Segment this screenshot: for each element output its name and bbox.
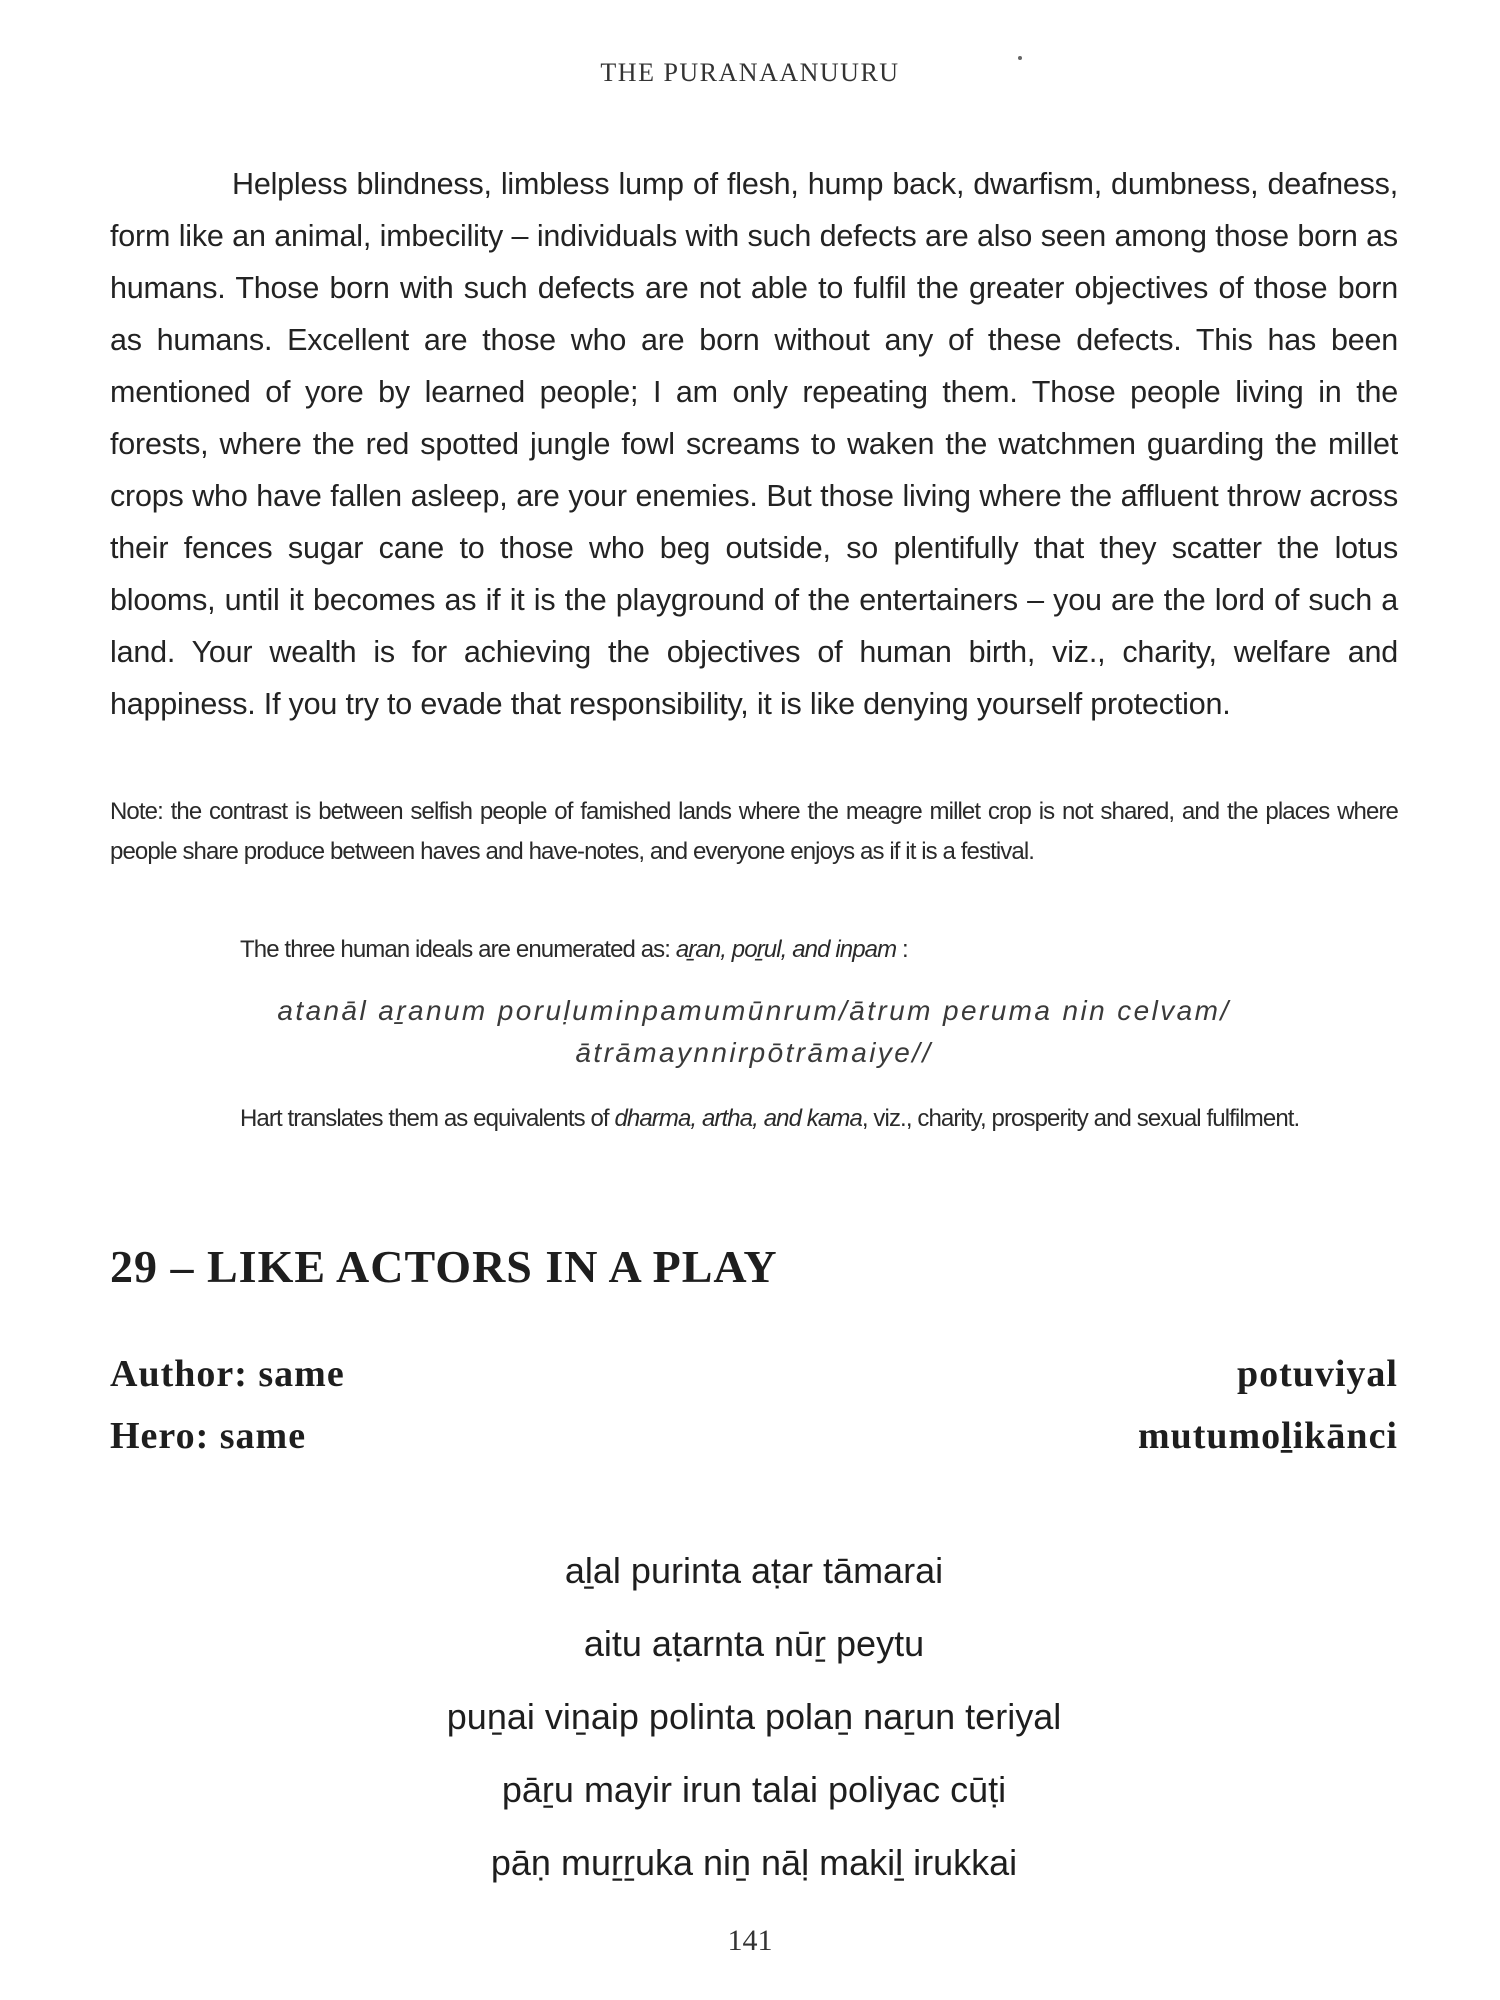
running-head: THE PURANAANUURU <box>600 58 900 87</box>
hero-label: Hero: same <box>110 1415 307 1457</box>
print-speck <box>1018 56 1022 60</box>
note-paragraph: Note: the contrast is between selfish people of famished lands where the meagre millet crop is not shared, and the places where people share produce between haves and have-notes, and everyone enjoys as if it is a festival. <box>110 798 1398 865</box>
thinai-label: potuviyal <box>1236 1353 1398 1395</box>
quote-line-2: ātrāmaynnirpōtrāmaiye// <box>575 1037 933 1068</box>
verse-line: pāṇ muṟṟuka niṉ nāḷ makiḻ irukkai <box>490 1842 1018 1883</box>
section-heading: 29 – LIKE ACTORS IN A PLAY <box>110 1241 778 1292</box>
turai-label: mutumoḻikānci <box>1137 1415 1398 1457</box>
verse-block <box>110 1534 1398 1899</box>
tamil-quote <box>110 990 1398 1074</box>
ideals-lead: The three human ideals are enumerated as: <box>240 936 676 963</box>
verse-line: aḻal purinta aṭar tāmarai <box>564 1550 944 1591</box>
verse-line: pāṟu mayir irun talai poliyac cūṭi <box>501 1769 1007 1810</box>
hart-translation-note <box>110 1098 1398 1140</box>
author-label: Author: same <box>110 1353 345 1395</box>
hart-tail: , viz., charity, prosperity and sexual fulfilment. <box>861 1105 1300 1132</box>
page-number: 141 <box>727 1924 773 1957</box>
hart-terms: dharma, artha, and kama <box>614 1105 862 1132</box>
quote-line-1: atanāl aṟanum poruḷuminpamumūnrum/ātrum peruma nin celvam/ <box>277 995 1231 1026</box>
verse-line: puṉai viṉaip polinta polaṉ naṟun teriyal <box>446 1696 1062 1737</box>
ideals-tail: : <box>896 936 908 963</box>
verse-line: aitu aṭarnta nūṟ peytu <box>583 1623 925 1664</box>
ideals-line <box>240 930 1400 970</box>
hart-lead: Hart translates them as equivalents of <box>240 1105 615 1132</box>
ideals-terms: aṟan, poṟul, and inpam <box>675 936 897 963</box>
body-paragraph: Helpless blindness, limbless lump of flesh, hump back, dwarfism, dumbness, deafness, form like an animal, imbecility – individuals with such defects are also seen among those born as humans. Those born with such defects are not able to fulfil the greater objectives of those born as humans. Excellent are those who are born without any of these defects. This has been mentioned of yore by learned people; I am only repeating them. Those people living in the forests, where the red spotted jungle fowl screams to waken the watchmen guarding the millet crops who have fallen asleep, are your enemies. But those living where the affluent throw across their fences sugar cane to those who beg outside, so plentifully that they scatter the lotus blooms, until it becomes as if it is the playground of the entertainers – you are the lord of such a land. Your wealth is for achieving the objectives of human birth, viz., charity, welfare and happiness. If you try to evade that responsibility, it is like denying yourself protection. <box>110 167 1398 721</box>
